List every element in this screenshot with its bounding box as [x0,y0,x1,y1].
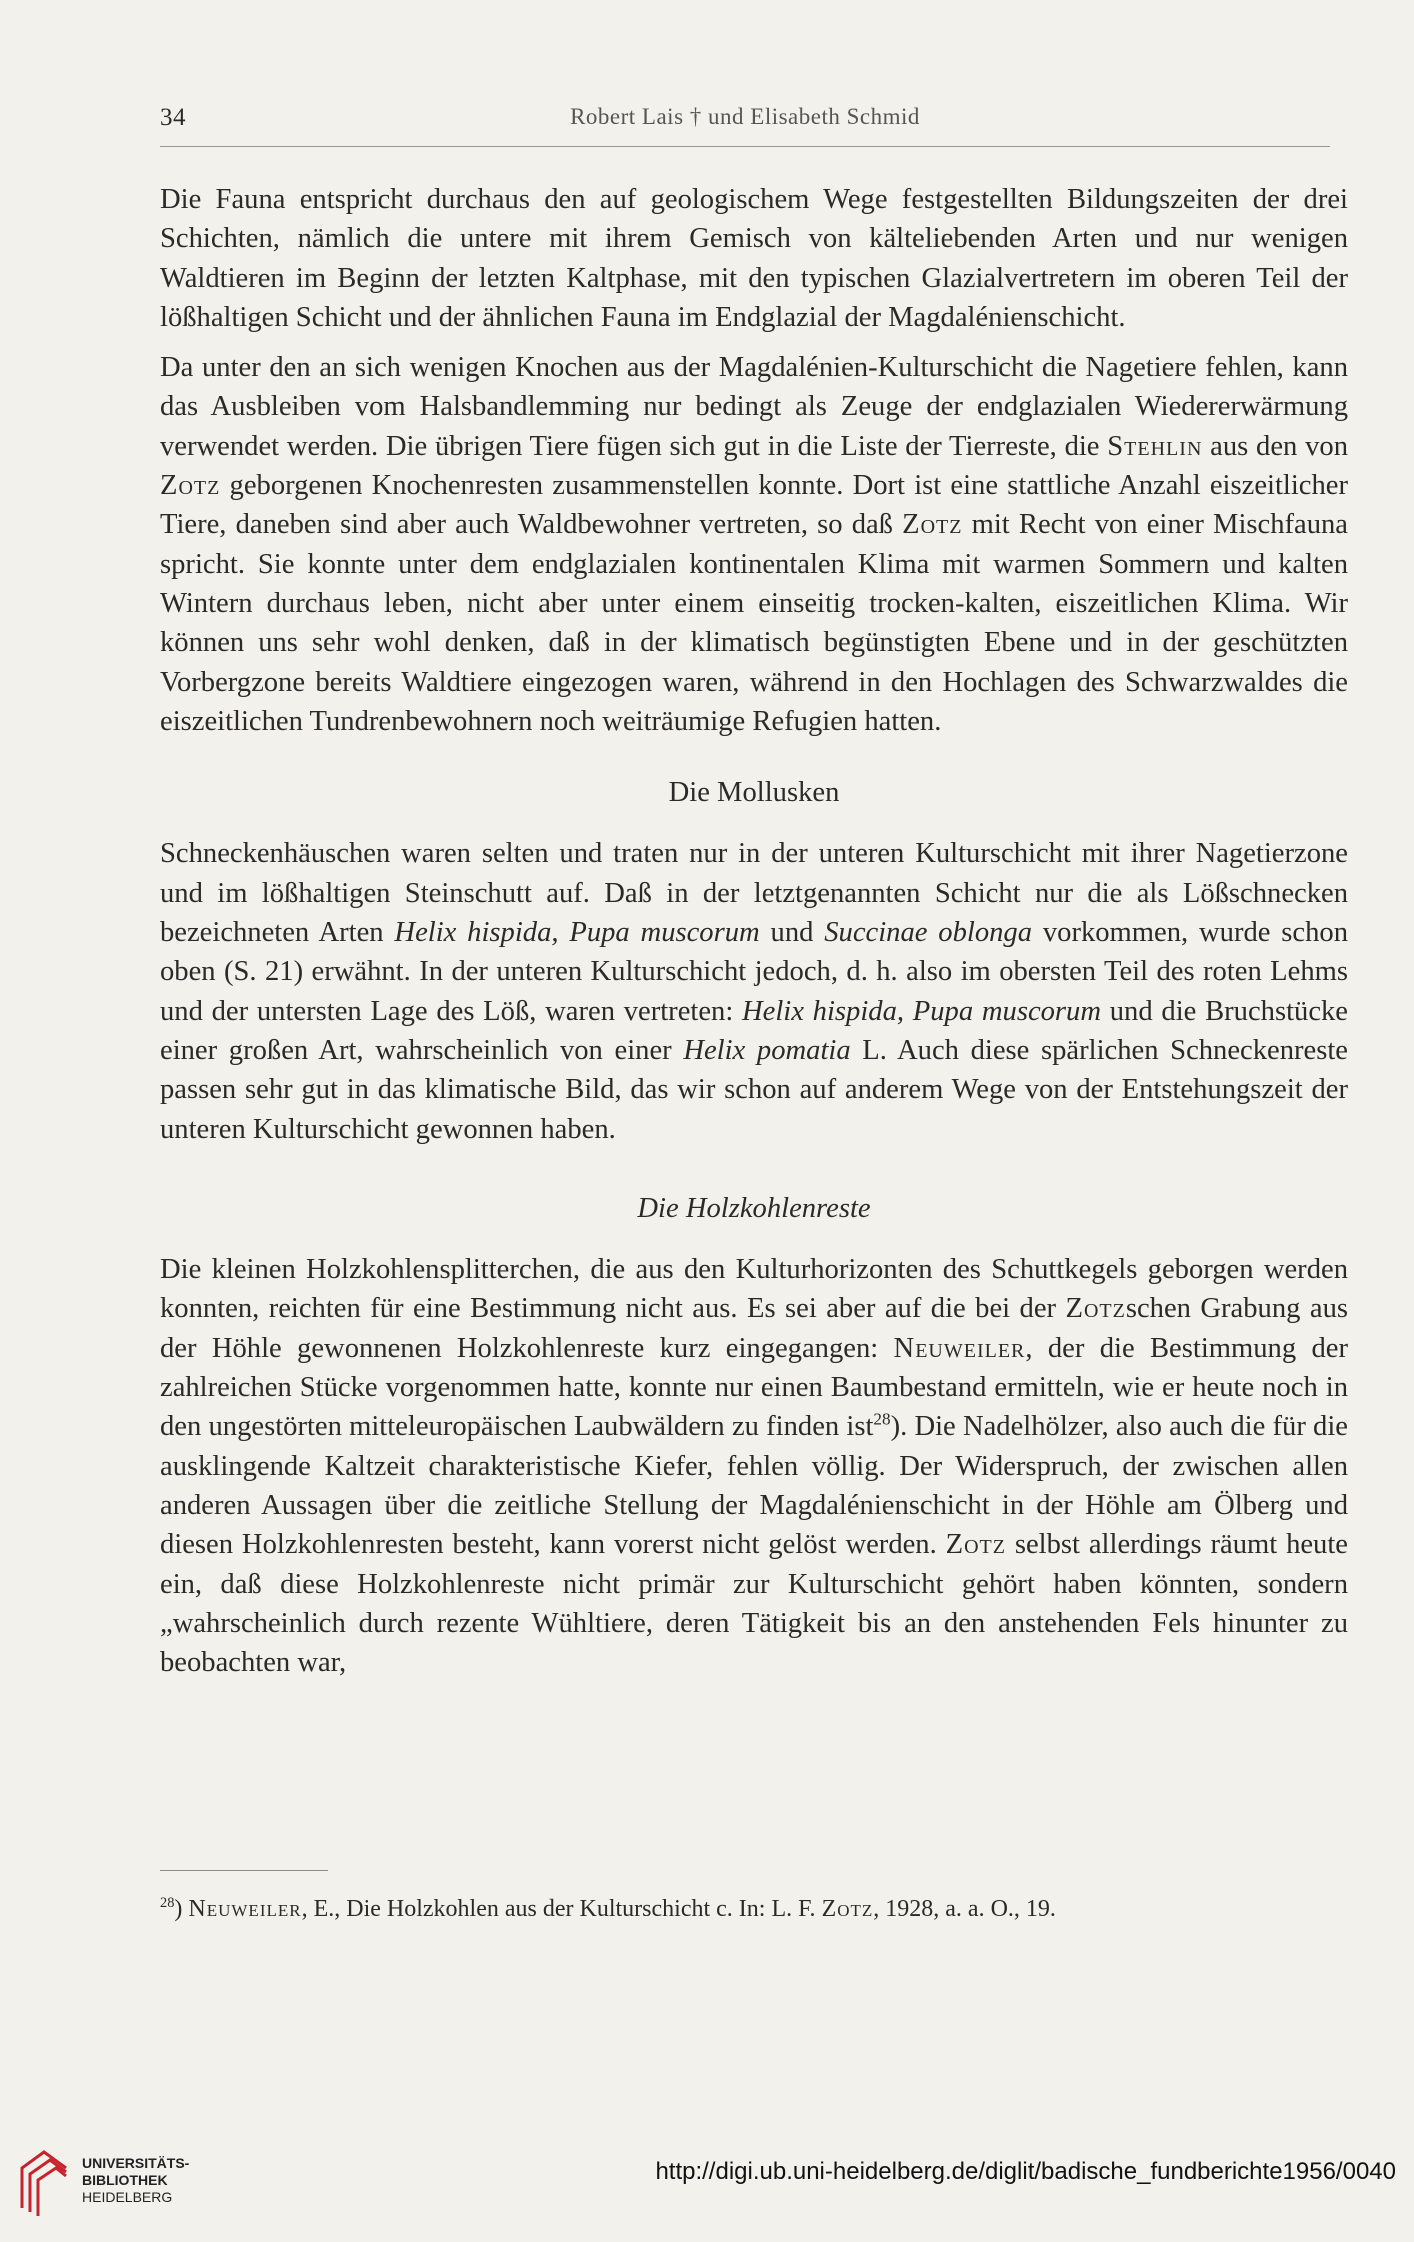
library-logo-icon [16,2146,72,2216]
paragraph-text: schen Grabung aus der Höhle gewonnenen Holzkohlenreste kurz eingegangen: [160,1293,1348,1364]
footnote-author: Zotz [821,1896,874,1922]
library-name-line: UNIVERSITÄTS- [82,2155,190,2171]
paragraph-text: vorkommen, wurde schon oben (S. 21) erwähnt. In der unteren Kulturschicht jedoch, d. h. also im obersten Teil des roten Lehms und der untersten Lage des Löß, waren vertreten: [160,917,1349,1027]
paragraph-text: selbst allerdings räumt heute ein, daß diese Holzkohlenreste nicht primär zur Kulturschicht gehört haben könnten, sondern „wahrscheinlich durch rezente Wühltiere, deren Tätigkeit bis an den anstehenden Fels hinunter zu beobachten war, [160,1529,1348,1679]
running-title: Robert Lais † und Elisabeth Schmid [570,104,920,129]
paragraph-fauna [160,180,1348,337]
library-logo [16,2146,216,2216]
paragraph-text: L. Auch diese spärlichen Schneckenreste passen sehr gut in das klimatische Bild, das wir schon auf anderem Wege von der Entstehungszeit der unteren Kulturschicht gewonnen haben. [160,1034,1348,1145]
paragraph-text: geborgenen Knochenresten zusammenstellen konnte. Dort ist eine stattliche Anzahl eiszeitlicher Tiere, daneben sind aber auch Waldbewohner vertreten, so daß [160,470,1348,541]
paragraph-text: aus den von [1202,430,1348,462]
footnote-reference: 28 [873,1409,891,1429]
body-text [160,180,1348,1693]
paragraph-holzkohlen [160,1250,1348,1682]
page-header [160,100,1330,140]
paragraph-text: ). Die Nadelhölzer, also auch die für die ausklingende Kaltzeit charakteristische Kiefer, fehlen völlig. Der Widerspruch, der zwischen allen anderen Aussagen über die zeitliche Stellung der Magdalénienschicht in der Höhle am Ölberg und diesen Holzkohlenresten besteht, kann vorerst nicht gelöst werden. [160,1411,1348,1561]
footnote-rule [160,1870,328,1871]
footnote-text: , E., Die Holzkohlen aus der Kulturschicht c. In: L. F. [301,1896,822,1922]
library-name-line: BIBLIOTHEK [82,2172,168,2188]
footnote-paren: ) [174,1896,183,1922]
paragraph-text: mit Recht von einer Mischfauna spricht. Sie konnte unter dem endglazialen kontinentalen Klima mit warmen Sommern und kalten Wintern durchaus leben, nicht aber unter einem einseitig trocken-kalten, eiszeitlichen Klima. Wir können uns sehr wohl denken, daß in der klimatisch begünstigten Ebene und in der geschützten Vorbergzone bereits Waldtiere eingezogen waren, während in den Hochlagen des Schwarzwaldes die eiszeitlichen Tundrenbewohnern noch weiträumige Refugien hatten. [160,509,1348,737]
paragraph-text: Schneckenhäuschen waren selten und traten nur in der unteren Kulturschicht mit ihrer Nagetierzone und im lößhaltigen Steinschutt auf. Daß in der letztgenannten Schicht nur die als Lößschnecken bezeichneten Arten [160,838,1348,949]
paragraph-text: Die kleinen Holzkohlensplitterchen, die aus den Kulturhorizonten des Schuttkegels geborgen werden konnten, reichten für eine Bestimmung nicht aus. Es sei aber auf die bei der [160,1254,1348,1325]
author-name: Zotz [902,509,963,541]
paragraph-text: , der die Bestimmung der zahlreichen Stücke vorgenommen hatte, konnte nur einen Baumbestand ermitteln, wie er heute noch in den ungestörten mitteleuropäischen Laubwäldern zu finden ist [160,1332,1348,1443]
paragraph-nagetiere [160,348,1348,741]
author-name: Zotz [1065,1293,1126,1325]
paragraph-text: und [759,917,825,949]
page-number: 34 [160,104,186,131]
author-name: Zotz [945,1529,1006,1561]
footnote-text: , 1928, a. a. O., 19. [873,1896,1056,1922]
source-url-link[interactable]: http://digi.ub.uni-heidelberg.de/diglit/badische_fundberichte1956/0040 [655,2158,1396,2185]
species-name: Helix hispida, Pupa muscorum [742,995,1102,1027]
library-name [82,2155,189,2206]
species-name: Helix pomatia [683,1034,851,1066]
footnote-marker: 28 [160,1895,175,1911]
footnote [160,1893,1330,1925]
section-heading-mollusken: Die Mollusken [668,777,840,809]
library-name-line: HEIDELBERG [82,2189,173,2205]
author-name: Zotz [160,470,221,502]
section-heading-holzkohlenreste: Die Holzkohlenreste [637,1192,871,1224]
paragraph-text: und die Bruchstücke einer großen Art, wahrscheinlich von einer [160,995,1348,1066]
header-rule [160,146,1330,147]
paragraph-mollusken [160,834,1348,1148]
species-name: Helix hispida, Pupa muscorum [394,917,760,949]
footnote-author: Neuweiler [188,1896,302,1922]
species-name: Succinae oblonga [824,917,1033,949]
author-name: Stehlin [1107,430,1203,462]
author-name: Neuweiler [893,1332,1026,1364]
paragraph-text: Da unter den an sich wenigen Knochen aus der Magdalénien-Kulturschicht die Nagetiere fehlen, kann das Ausbleiben vom Halsbandlemming nur bedingt als Zeuge der endglazialen Wiedererwärmung verwendet werden. Die übrigen Tiere fügen sich gut in die Liste der Tierreste, die [160,352,1348,462]
paragraph-text: Die Fauna entspricht durchaus den auf geologischem Wege festgestellten Bildungszeiten der drei Schichten, nämlich die untere mit ihrem Gemisch von kälteliebenden Arten und nur wenigen Waldtieren im Beginn der letzten Kaltphase, mit den typischen Glazialvertretern im oberen Teil der lößhaltigen Schicht und der ähnlichen Fauna im Endglazial der Magdalénienschicht. [160,184,1348,333]
